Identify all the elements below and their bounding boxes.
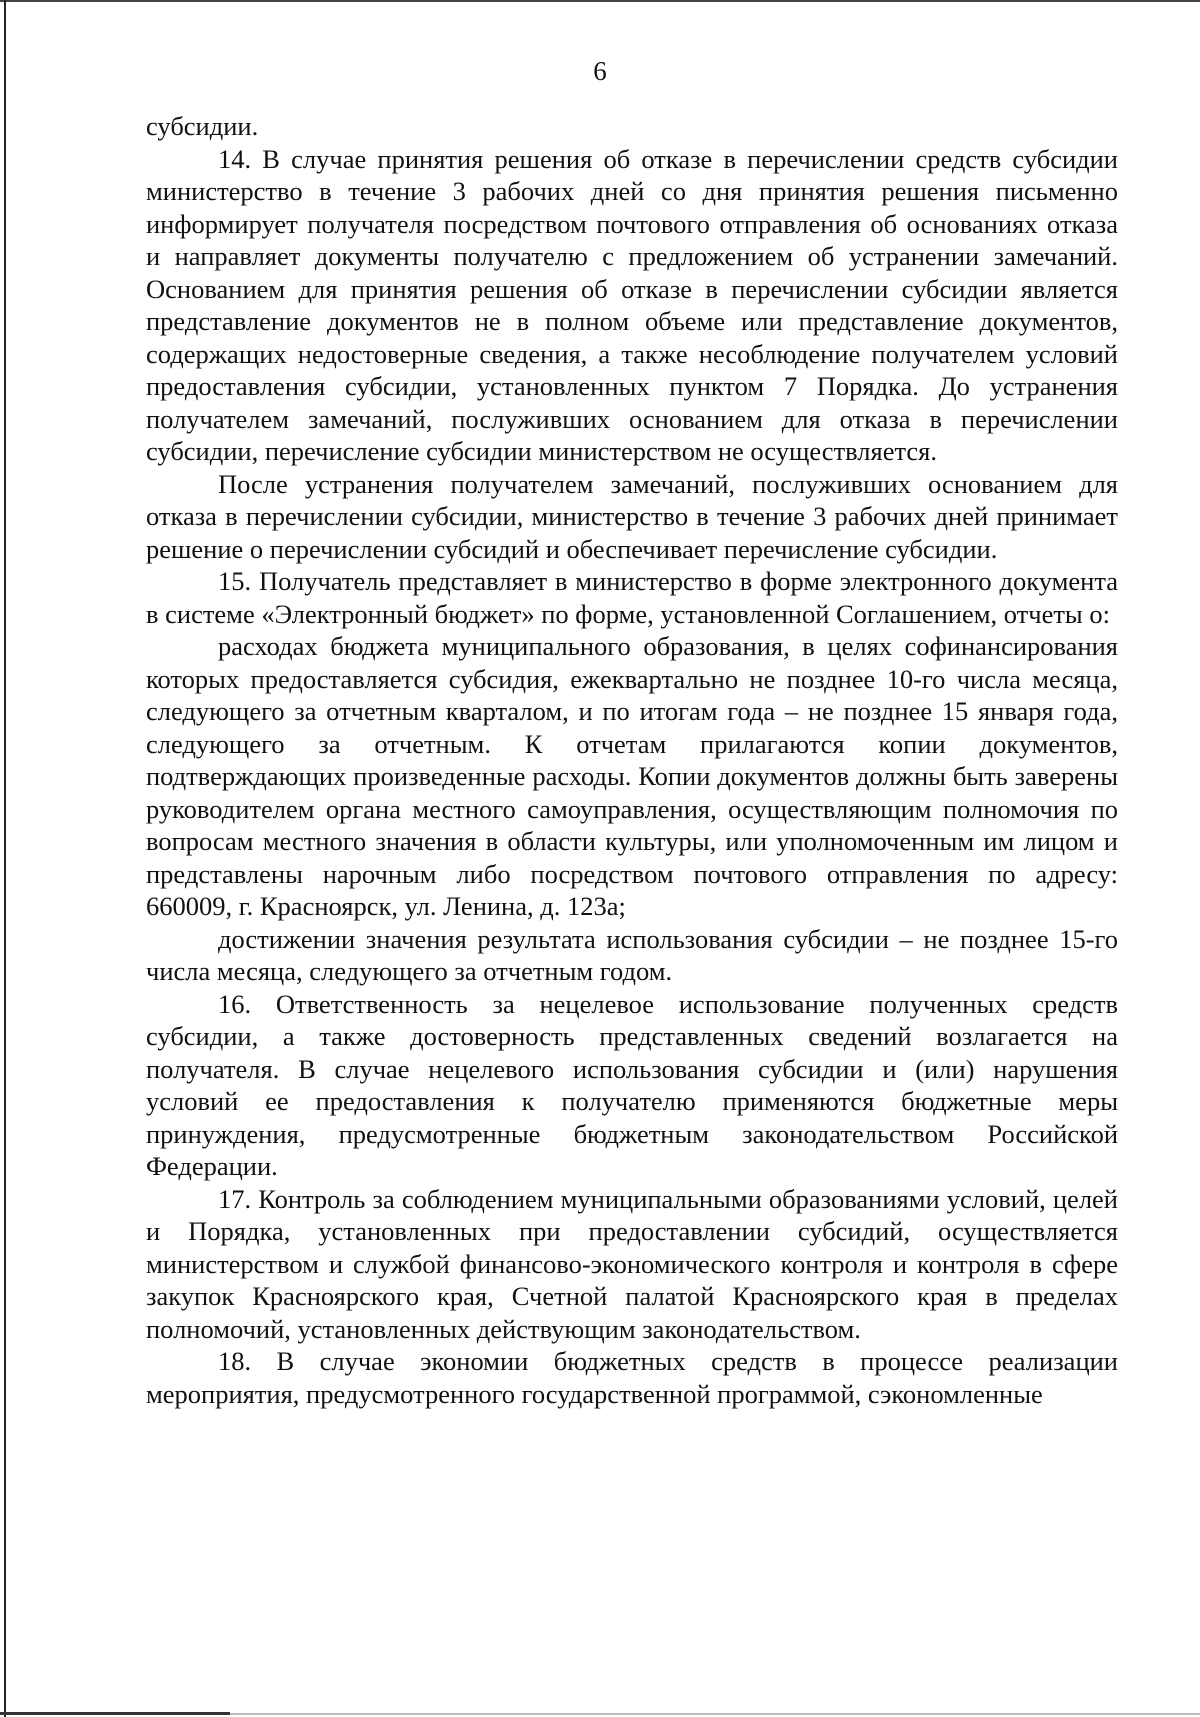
paragraph-continuation: субсидии. [146,111,259,141]
paragraph-14: 14. В случае принятия решения об отказе в перечислении средств субсидии министерство в течение 3 рабочих дней со дня принятия решения письменно информирует получателя посредством почтового отправления об основаниях отказа и направляет документы получателю с предложением об устранении замечаний. Основанием для принятия решения об отказе в перечислении субсидии является представление документов не в полном объеме или представление документов, содержащих недостоверные сведения, а также несоблюдение получателем условий предоставления субсидии, установленных пунктом 7 Порядка. До устранения получателем замечаний, послуживших основанием для отказа в перечислении субсидии, перечисление субсидии министерством не осуществляется. [146,143,1118,466]
paragraph-17: 17. Контроль за соблюдением муниципальными образованиями условий, целей и Порядка, установленных при предоставлении субсидий, осуществляется министерством и службой финансово-экономического контроля и контроля в сфере закупок Красноярского края, Счетной палатой Красноярского края в пределах полномочий, установленных действующим законодательством. [146,1183,1118,1344]
page-number: 6 [593,56,607,86]
paragraph-14-after-fix: После устранения получателем замечаний, послуживших основанием для отказа в перечислении субсидии, министерство в течение 3 рабочих дней принимает решение о перечислении субсидий и обеспечивает перечисление субсидии. [146,468,1118,564]
paragraph-15-expenses: расходах бюджета муниципального образования, в целях софинансирования которых предоставляется субсидия, ежеквартально не позднее 10-го числа месяца, следующего за отчетным кварталом, и по итогам года – не позднее 15 января года, следующего за отчетным. К отчетам прилагаются копии документов, подтверждающих произведенные расходы. Копии документов должны быть заверены руководителем органа местного самоуправления, осуществляющим полномочия по вопросам местного значения в области культуры, или уполномоченным им лицом и представлены нарочным либо посредством почтового отправления по адресу: 660009, г. Красноярск, ул. Ленина, д. 123а; [146,631,1118,921]
paragraph-15-result: достижении значения результата использования субсидии – не позднее 15-го числа месяца, следующего за отчетным годом. [146,923,1118,986]
paragraph-15: 15. Получатель представляет в министерство в форме электронного документа в системе «Электронный бюджет» по форме, установленной Соглашением, отчеты о: [146,566,1118,629]
scan-edge-bottom [0,1712,230,1715]
document-body [146,110,1118,1410]
scan-edge-bottom-light [230,1713,1200,1715]
paragraph-18: 18. В случае экономии бюджетных средств в процессе реализации мероприятия, предусмотренного государственной программой, сэкономленные [146,1346,1118,1409]
scan-edge-left [4,0,6,1717]
paragraph-16: 16. Ответственность за нецелевое использование полученных средств субсидии, а также достоверность представленных сведений возлагается на получателя. В случае нецелевого использования субсидии и (или) нарушения условий ее предоставления к получателю применяются бюджетные меры принуждения, предусмотренные бюджетным законодательством Российской Федерации. [146,988,1118,1181]
scan-edge-top [0,0,1200,2]
